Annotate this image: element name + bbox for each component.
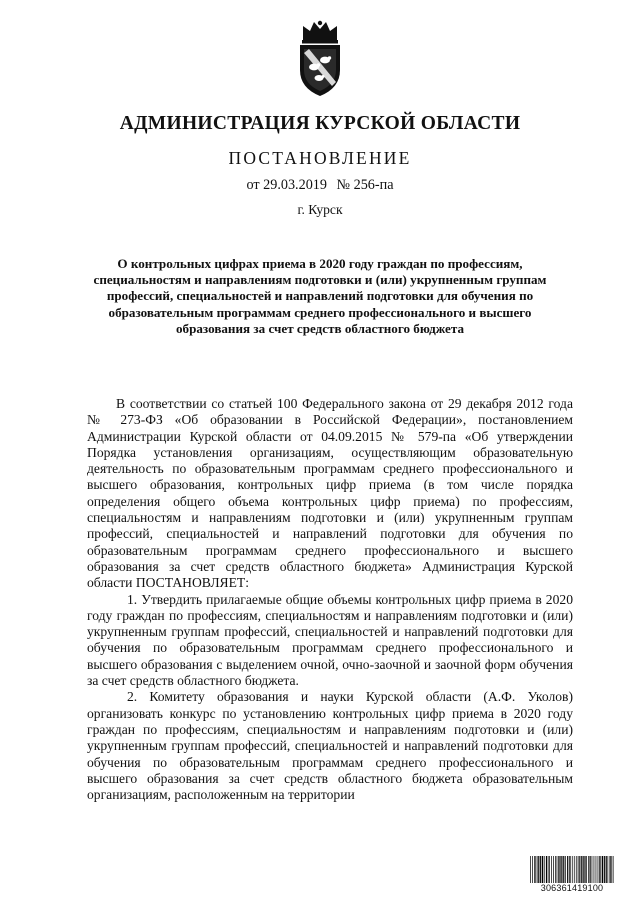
document-date-number (0, 177, 640, 194)
preamble-paragraph: В соответствии со статьей 100 Федерального закона от 29 декабря 2012 года № 273-ФЗ «Об образовании в Российской Федерации», постановлением Администрации Курской области от 04.09.2015 № 579-па «Об утверждении Порядка установления организациям, осуществляющим образовательную деятельность по образовательным программам среднего профессионального и высшего образования, контрольных цифр приема (в том числе порядка определения общего объема контрольных цифр приема) по профессиям, специальностям и направлениям подготовки и (или) укрупненным группам профессий, специальностей и направлений подготовки для обучения по образовательным программам среднего профессионального и высшего образования за счет средств областного бюджета» Администрация Курской области ПОСТАНОВЛЯЕТ: (87, 396, 573, 591)
document-subject: О контрольных цифрах приема в 2020 году граждан по профессиям, специальностям и направлениям подготовки и (или) укрупненным группам профессий, специальностей и направлений подготовки для обучения по образовательным программам среднего профессионального и высшего образования за счет средств областного бюджета (93, 256, 547, 336)
document-body (87, 396, 573, 803)
barcode (529, 856, 615, 893)
document-number: № 256-па (336, 177, 394, 193)
document-date: от 29.03.2019 (246, 177, 327, 193)
barcode-bars (529, 856, 615, 883)
barcode-number: 306361419100 (540, 883, 604, 893)
clause-1-paragraph: 1. Утвердить прилагаемые общие объемы контрольных цифр приема в 2020 году граждан по профессиям, специальностям и направлениям подготовки и (или) укрупненным группам профессий, специальностей и направлений подготовки для обучения по образовательным программам среднего профессионального и высшего образования с выделением очной, очно-заочной и заочной форм обучения за счет средств областного бюджета. (87, 591, 573, 689)
clause-2-paragraph: 2. Комитету образования и науки Курской области (А.Ф. Уколов) организовать конкурс по установлению контрольных цифр приема в 2020 году граждан по профессиям, специальностям и направлениям подготовки и (или) укрупненным группам профессий, специальностей и направлений подготовки для обучения по образовательным программам среднего профессионального и высшего образования за счет средств областного бюджета образовательным организациям, расположенным на территории (87, 689, 573, 803)
coat-of-arms-icon (289, 20, 351, 98)
document-type: ПОСТАНОВЛЕНИЕ (228, 148, 412, 168)
document-city: г. Курск (297, 202, 343, 217)
agency-title: АДМИНИСТРАЦИЯ КУРСКОЙ ОБЛАСТИ (119, 113, 521, 134)
